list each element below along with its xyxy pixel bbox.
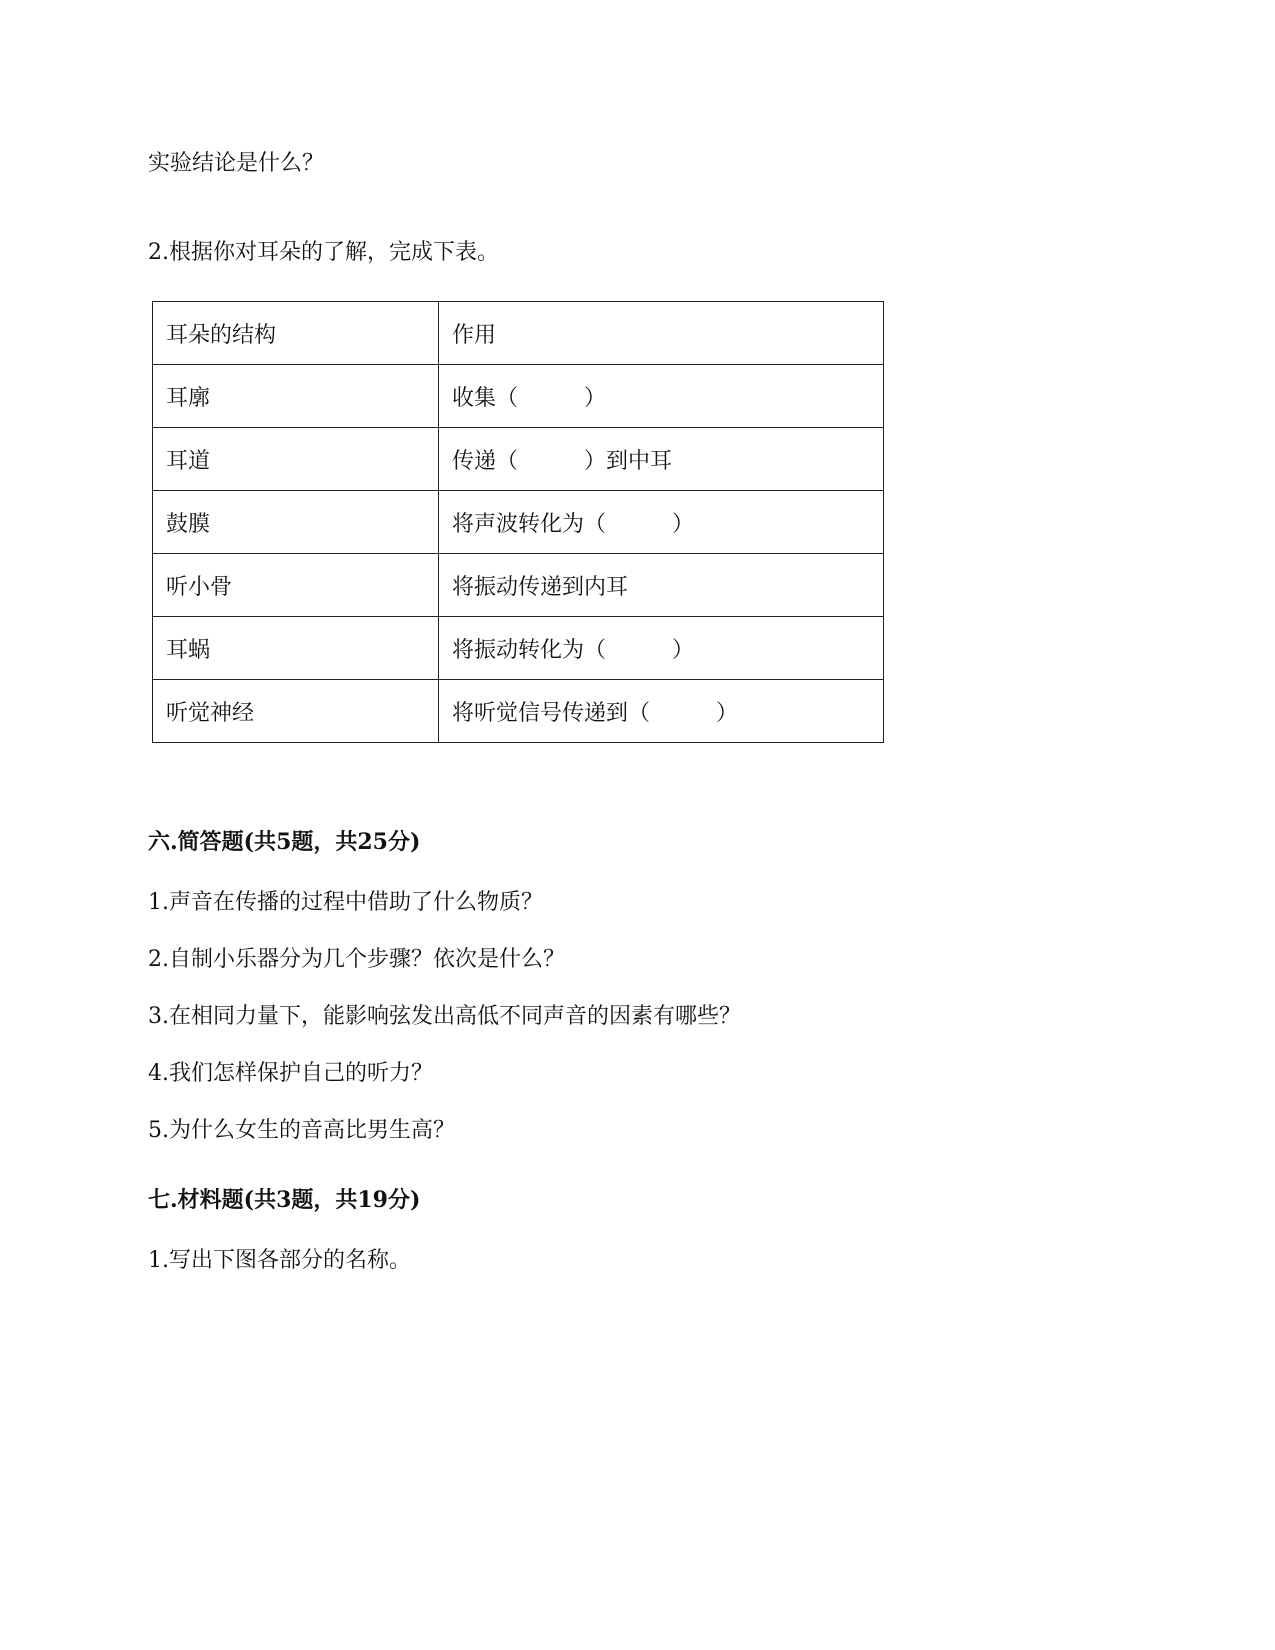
table-cell: 将听觉信号传递到（ ） xyxy=(439,680,884,743)
question-item: 1.写出下图各部分的名称。 xyxy=(148,1248,411,1273)
table-cell: 收集（ ） xyxy=(439,365,884,428)
question-item: 5.为什么女生的音高比男生高？ xyxy=(148,1118,455,1143)
question-item: 1.声音在传播的过程中借助了什么物质？ xyxy=(148,890,543,915)
table-cell: 传递（ ）到中耳 xyxy=(439,428,884,491)
section-heading: 六.简答题(共5题，共25分) xyxy=(148,829,421,855)
table-cell: 鼓膜 xyxy=(153,491,439,554)
question-item: 2.自制小乐器分为几个步骤？依次是什么？ xyxy=(148,947,565,972)
question-text: 实验结论是什么？ xyxy=(148,151,325,176)
question-item: 4.我们怎样保护自己的听力？ xyxy=(148,1061,433,1086)
question-item: 3.在相同力量下，能影响弦发出高低不同声音的因素有哪些？ xyxy=(148,1004,741,1029)
table-cell: 耳蜗 xyxy=(153,617,439,680)
table-row xyxy=(153,428,884,491)
table-header-cell: 作用 xyxy=(439,302,884,365)
table-cell: 耳廓 xyxy=(153,365,439,428)
table-cell: 听觉神经 xyxy=(153,680,439,743)
question-prompt: 2.根据你对耳朵的了解，完成下表。 xyxy=(148,240,499,265)
table-row xyxy=(153,617,884,680)
table-header-cell: 耳朵的结构 xyxy=(153,302,439,365)
table-row xyxy=(153,680,884,743)
table-cell: 将声波转化为（ ） xyxy=(439,491,884,554)
table-cell: 听小骨 xyxy=(153,554,439,617)
table-cell: 将振动转化为（ ） xyxy=(439,617,884,680)
table-row xyxy=(153,491,884,554)
section-heading: 七.材料题(共3题，共19分) xyxy=(148,1187,421,1213)
table-cell: 将振动传递到内耳 xyxy=(439,554,884,617)
table-header-row xyxy=(153,302,884,365)
table-row xyxy=(153,554,884,617)
table-cell: 耳道 xyxy=(153,428,439,491)
table-row xyxy=(153,365,884,428)
ear-structure-table xyxy=(152,301,884,743)
